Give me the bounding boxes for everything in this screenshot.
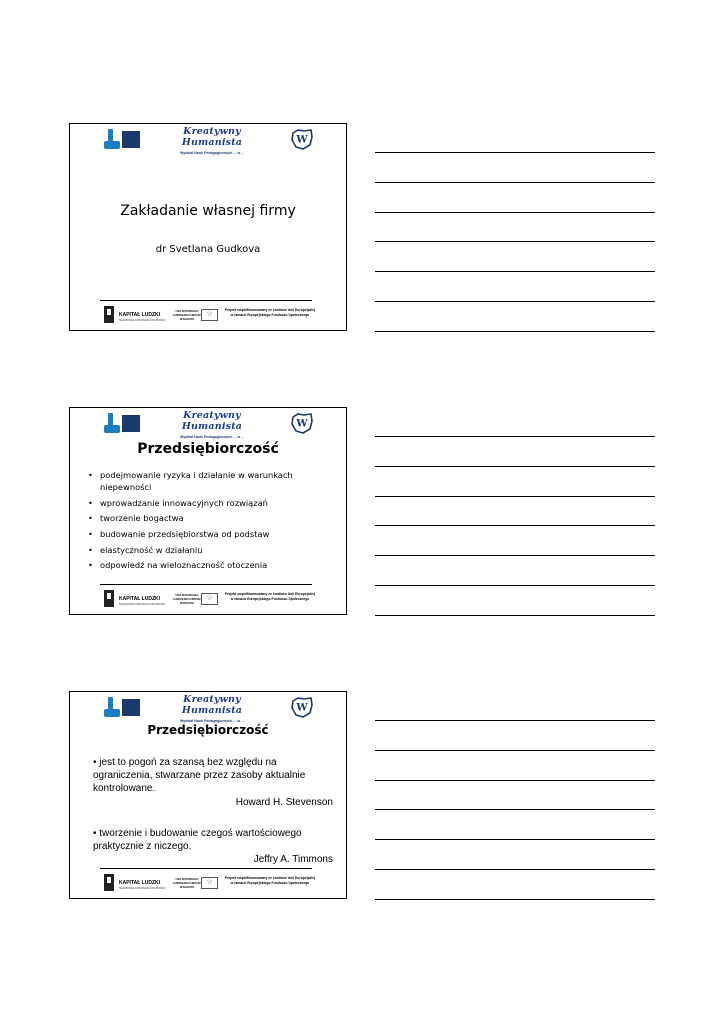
slide-header — [70, 124, 346, 160]
note-line — [375, 271, 655, 272]
eu-flag-icon — [201, 309, 218, 321]
eu-label: UNIA EUROPEJSKA EUROPEJSKI FUNDUSZ SPOŁECZNY — [173, 878, 201, 889]
svg-text:W: W — [296, 134, 308, 146]
note-line — [375, 720, 655, 721]
brand — [152, 694, 272, 723]
note-line — [375, 212, 655, 213]
project-note: Projekt współfinansowany ze środków Unii Europejskiej w ramach Europejskiego Funduszu Społecznego — [224, 592, 316, 601]
note-line — [375, 615, 655, 616]
slide-title: Przedsiębiorczość — [147, 723, 269, 737]
eu-label: UNIA EUROPEJSKA EUROPEJSKI FUNDUSZ SPOŁECZNY — [173, 310, 201, 321]
university-logo-icon — [290, 127, 314, 151]
project-note: Projekt współfinansowany ze środków Unii Europejskiej w ramach Europejskiego Funduszu Społecznego — [224, 876, 316, 885]
note-line — [375, 809, 655, 810]
note-line — [375, 585, 655, 586]
brand-subtitle: Wydział Nauk Pedagogicznych ... w ... — [179, 151, 245, 155]
quote-timmons — [93, 827, 333, 867]
kapital-ludzki-name: KAPITAŁ LUDZKI — [119, 596, 161, 602]
footer-divider — [100, 868, 312, 869]
kapital-ludzki-name: KAPITAŁ LUDZKI — [119, 880, 161, 886]
slide-2 — [69, 407, 347, 615]
note-line — [375, 301, 655, 302]
quote-stevenson — [93, 756, 333, 809]
footer-divider — [100, 584, 312, 585]
svg-text:W: W — [296, 418, 308, 430]
list-item: • budowanie przedsiębiorstwa od podstaw — [86, 528, 336, 540]
note-line — [375, 331, 655, 332]
note-line — [375, 899, 655, 900]
eu-label: UNIA EUROPEJSKA EUROPEJSKI FUNDUSZ SPOŁECZNY — [173, 594, 201, 605]
university-logo-icon — [290, 411, 314, 435]
bullet-list — [86, 469, 336, 575]
brand-subtitle: Wydział Nauk Pedagogicznych ... w ... — [179, 435, 245, 439]
brand — [152, 410, 272, 439]
note-line — [375, 496, 655, 497]
note-line — [375, 839, 655, 840]
kapital-ludzki-sub: NARODOWA STRATEGIA SPÓJNOŚCI — [119, 603, 166, 606]
brand-subtitle: Wydział Nauk Pedagogicznych ... w ... — [179, 719, 245, 723]
list-item: • podejmowanie ryzyka i działanie w warunkach niepewności — [86, 469, 336, 493]
note-line — [375, 241, 655, 242]
note-line — [375, 436, 655, 437]
slide-1 — [69, 123, 347, 331]
svg-text:W: W — [296, 702, 308, 714]
list-item: • wprowadzanie innowacyjnych rozwiązań — [86, 497, 336, 509]
slide-header — [70, 408, 346, 444]
slide-footer — [100, 584, 316, 612]
note-line — [375, 780, 655, 781]
eu-flag-icon — [201, 877, 218, 889]
slide-footer — [100, 868, 316, 896]
project-note: Projekt współfinansowany ze środków Unii Europejskiej w ramach Europejskiego Funduszu Społecznego — [224, 308, 316, 317]
list-item: • tworzenie bogactwa — [86, 512, 336, 524]
note-line — [375, 555, 655, 556]
eu-flag-icon — [201, 593, 218, 605]
quote-text: • jest to pogoń za szansą bez względu na ograniczenia, stwarzane przez zasoby aktualnie kontrolowane. — [93, 757, 306, 795]
note-line — [375, 869, 655, 870]
note-line — [375, 152, 655, 153]
slide-title: Zakładanie własnej firmy — [120, 203, 296, 219]
quote-author: Howard H. Stevenson — [235, 796, 333, 808]
note-line — [375, 182, 655, 183]
note-line — [375, 466, 655, 467]
list-item: • odpowiedź na wieloznaczność otoczenia — [86, 559, 336, 571]
kapital-ludzki-logo — [104, 129, 144, 151]
quote-author: Jeffry A. Timmons — [253, 854, 333, 866]
kapital-ludzki-logo — [104, 697, 144, 719]
note-line — [375, 750, 655, 751]
brand — [152, 126, 272, 155]
list-item: • elastyczność w działaniu — [86, 544, 336, 556]
slide-footer — [100, 300, 316, 328]
kapital-ludzki-mark-icon — [104, 306, 114, 323]
brand-title: Kreatywny Humanista — [181, 410, 243, 432]
footer-divider — [100, 300, 312, 301]
kapital-ludzki-sub: NARODOWA STRATEGIA SPÓJNOŚCI — [119, 887, 166, 890]
slide-3 — [69, 691, 347, 899]
kapital-ludzki-mark-icon — [104, 874, 114, 891]
kapital-ludzki-mark-icon — [104, 590, 114, 607]
slide-title: Przedsiębiorczość — [137, 441, 279, 457]
brand-title: Kreatywny Humanista — [181, 126, 243, 148]
slide-author: dr Svetlana Gudkova — [155, 244, 261, 255]
kapital-ludzki-sub: NARODOWA STRATEGIA SPÓJNOŚCI — [119, 319, 166, 322]
quote-text: • tworzenie i budowanie czegoś wartościowego praktycznie z niczego. — [93, 828, 302, 853]
kapital-ludzki-name: KAPITAŁ LUDZKI — [119, 312, 161, 318]
university-logo-icon — [290, 695, 314, 719]
brand-title: Kreatywny Humanista — [181, 694, 243, 716]
kapital-ludzki-logo — [104, 413, 144, 435]
note-line — [375, 525, 655, 526]
